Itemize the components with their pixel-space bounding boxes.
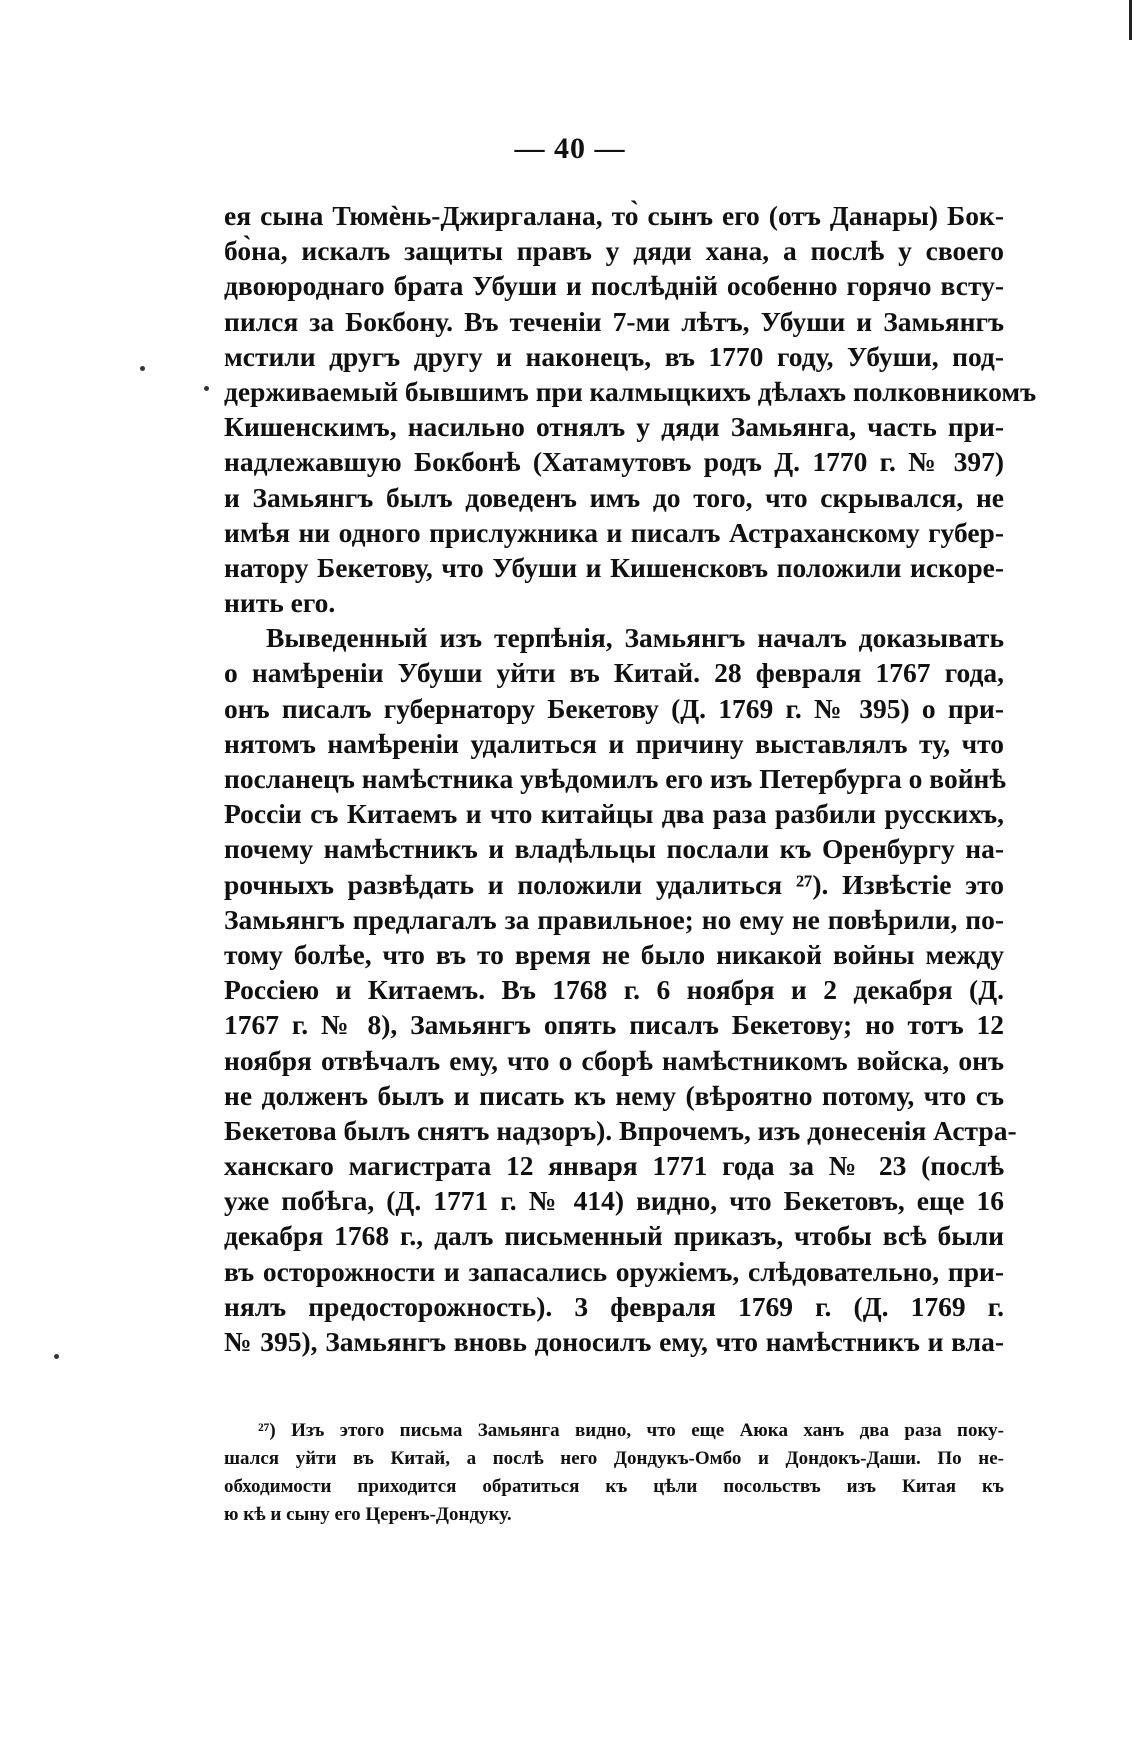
footnote-line: ²⁷) Изъ этого письма Замьянга видно, что еще Аюка ханъ два раза поку- [258,1420,1004,1441]
text-line: нить его. [224,587,336,619]
text-line: имѣя ни одного прислужника и писалъ Астраханскому губер- [224,516,1004,548]
footnote-line: обходимости приходится обратиться къ цѣли посольствъ изъ Китая къ [224,1476,1004,1497]
text-line: онъ писалъ губернатору Бекетову (Д. 1769 г. № 395) о при- [224,692,1004,724]
text-line: тому болѣе, что въ то время не было никакой войны между [224,938,1004,970]
text-line: декабря 1768 г., далъ письменный приказъ, чтобы всѣ были [224,1220,1004,1252]
scan-speck [54,1354,59,1359]
text-line: не долженъ былъ и писать къ нему (вѣроятно потому, что съ [224,1079,1004,1111]
text-line: нятомъ намѣренiи удалиться и причину выставлялъ ту, что [224,727,1004,759]
text-line: № 395), Замьянгъ вновь доносилъ ему, что намѣстникъ и вла- [224,1326,1004,1357]
text-line: ноября отвѣчалъ ему, что о сборѣ намѣстникомъ войска, онъ [224,1044,1004,1076]
main-text [224,198,1037,1359]
text-line: нялъ предосторожность). 3 февраля 1769 г. (Д. 1769 г. [224,1290,1004,1322]
footnote-line: шался уйти въ Китай, а послѣ него Дондукъ-Омбо и Дондокъ-Даши. По не- [224,1448,1004,1469]
text-line: ханскаго магистрата 12 января 1771 года за № 23 (послѣ [224,1150,1004,1182]
text-line: Замьянгъ предлагалъ за правильное; но ему не повѣрили, по- [224,903,1004,935]
scan-speck [140,366,145,371]
paragraph-2 [224,620,1017,1359]
text-line: бо̀на, искалъ защиты правъ у дяди хана, а послѣ у своего [224,235,1004,267]
scan-edge-mark [1129,0,1132,40]
text-line: ея сына Тюмѐнь-Джиргалана, то̀ сынъ его (отъ Данары) Бок- [224,200,1004,231]
text-line: посланецъ намѣстника увѣдомилъ его изъ Петербурга о войнѣ [224,763,1006,794]
text-line: двоюроднаго брата Убуши и послѣднiй особенно горячо всту- [224,270,1004,302]
footnote-block [224,1417,1004,1529]
text-line: надлежавшую Бокбонѣ (Хатамутовъ родъ Д. 1770 г. № 397) [224,446,1004,478]
paragraph-1 [224,198,1037,620]
text-line: Россiею и Китаемъ. Въ 1768 г. 6 ноября и 2 декабря (Д. [224,974,1004,1006]
footnote-line: ю кѣ и сыну его Церенъ-Дондуку. [224,1504,512,1525]
text-line: и Замьянгъ былъ доведенъ имъ до того, что скрывался, не [224,481,1004,513]
text-line: держиваемый бывшимъ при калмыцкихъ дѣлахъ полковникомъ [224,375,1037,407]
text-line: о намѣренiи Убуши уйти въ Китай. 28 февраля 1767 года, [224,657,1004,689]
text-line: 1767 г. № 8), Замьянгъ опять писалъ Бекетову; но тотъ 12 [224,1009,1004,1041]
scan-speck [204,386,209,391]
text-line: почему намѣстникъ и владѣльцы послали къ Оренбургу на- [224,833,1004,865]
text-line: Кишенскимъ, насильно отнялъ у дяди Замьянга, часть при- [224,411,1004,443]
text-line: Выведенный изъ терпѣнiя, Замьянгъ началъ доказывать [266,622,1004,654]
page-number: — 40 — [514,132,626,165]
text-line: въ осторожности и запасались оружiемъ, слѣдовательно, при- [224,1255,1004,1287]
text-line: мстили другъ другу и наконецъ, въ 1770 году, Убуши, под- [224,340,1004,372]
text-line: Россiи съ Китаемъ и что китайцы два раза разбили русскихъ, [224,798,1004,830]
text-line: натору Бекетову, что Убуши и Кишенсковъ положили искоре- [224,551,1004,583]
text-line: уже побѣга, (Д. 1771 г. № 414) видно, что Бекетовъ, еще 16 [224,1185,1004,1217]
text-line: Бекетова былъ снятъ надзоръ). Впрочемъ, изъ донесенiя Астра- [224,1114,1017,1146]
text-line: рочныхъ развѣдать и положили удалиться ²⁷). Извѣстiе это [224,868,1004,900]
text-line: пился за Бокбону. Въ теченiи 7-ми лѣтъ, Убуши и Замьянгъ [224,305,1004,337]
